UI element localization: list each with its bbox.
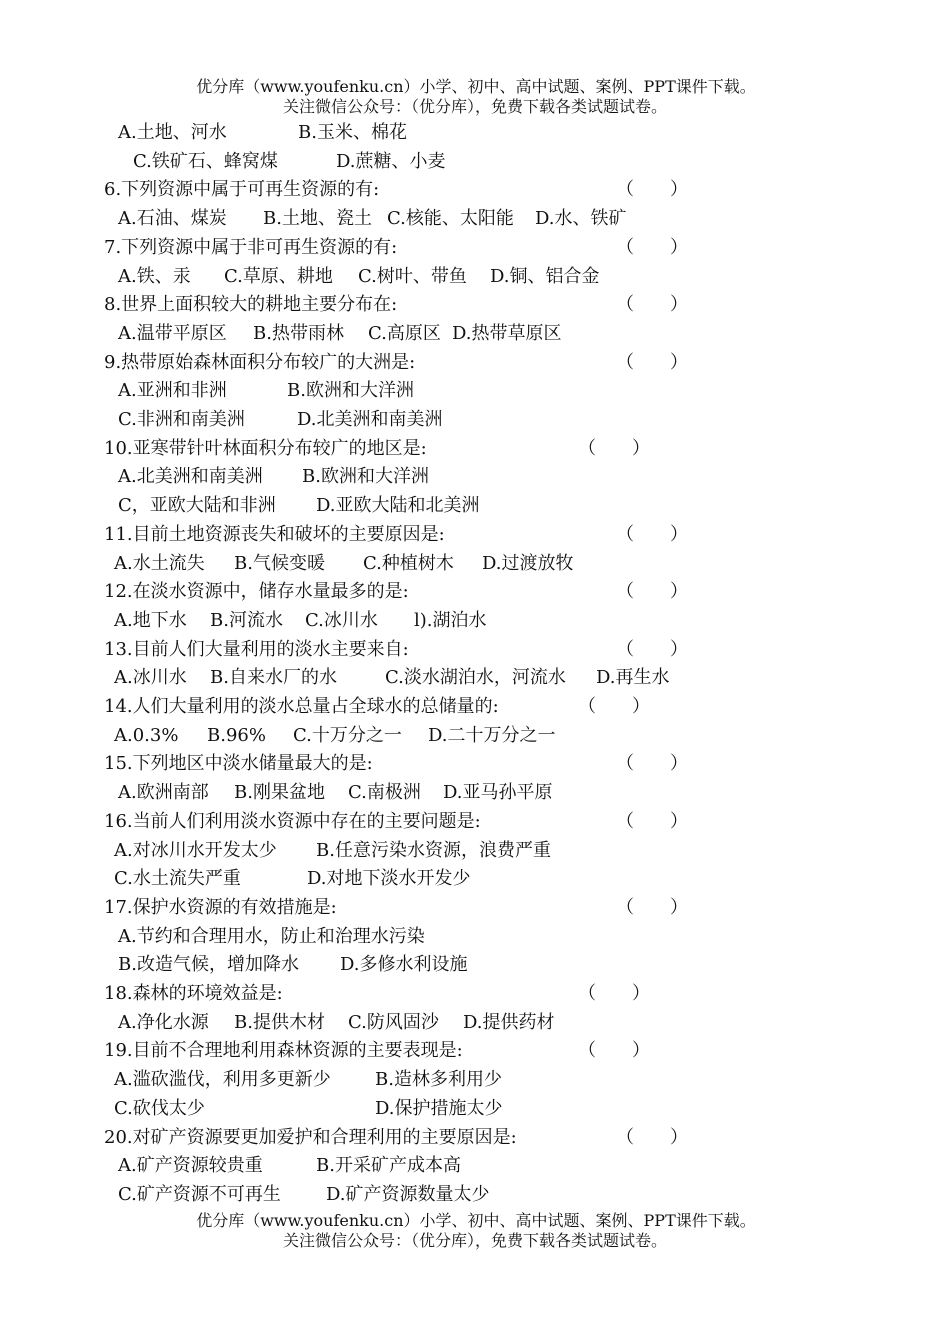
option-text: B.土地、瓷土 [263,208,372,229]
answer-blank: （ ） [616,581,688,602]
answer-blank: （ ） [616,524,688,545]
footer-line-2: 关注微信公众号：（优分库），免费下载各类试题试卷。 [282,1231,667,1250]
question-text: 15.下列地区中淡水储量最大的是: [104,753,373,774]
option-text: C.矿产资源不可再生 [118,1184,281,1205]
option-text: A.滥砍滥伐，利用多更新少 [114,1069,331,1090]
option-text: B.玉米、棉花 [298,122,407,143]
option-text: D.热带草原区 [452,323,562,344]
option-text: C.砍伐太少 [114,1098,205,1119]
option-text: A.铁、汞 [118,266,191,287]
answer-blank: （ ） [578,438,650,459]
option-text: C.核能、太阳能 [387,208,514,229]
option-text: C.铁矿石、蜂窝煤 [133,151,278,172]
option-text: D.蔗糖、小麦 [336,151,446,172]
answer-blank: （ ） [578,983,650,1004]
option-text: B.河流水 [210,610,283,631]
question-text: 6.下列资源中属于可再生资源的有: [104,179,380,200]
option-text: B.热带雨林 [253,323,344,344]
option-text: D.过渡放牧 [482,553,574,574]
question-text: 20.对矿产资源要更加爱护和合理利用的主要原因是: [104,1127,517,1148]
header-line-1: 优分库（www.youfenku.cn）小学、初中、高中试题、案例、PPT课件下载。 [196,77,756,96]
option-text: A.水土流失 [114,553,205,574]
option-text: C.淡水湖泊水，河流水 [385,667,566,688]
option-text: B.任意污染水资源，浪费严重 [316,840,551,861]
option-text: B.改造气候，增加降水 [118,954,299,975]
option-text: A.净化水源 [118,1012,209,1033]
option-text: B.欧洲和大洋洲 [302,466,429,487]
answer-blank: （ ） [616,897,688,918]
option-text: D.再生水 [596,667,670,688]
question-text: 13.目前人们大量利用的淡水主要来自: [104,639,409,660]
option-text: D.水、铁矿 [535,208,627,229]
answer-blank: （ ） [616,352,688,373]
question-text: 8.世界上面积较大的耕地主要分布在: [104,294,398,315]
option-text: A.亚洲和非洲 [118,380,227,401]
answer-blank: （ ） [616,294,688,315]
option-text: D.对地下淡水开发少 [307,868,471,889]
option-text: D.提供药材 [463,1012,555,1033]
option-text: B.96% [207,725,266,746]
option-text: D.多修水利设施 [340,954,468,975]
answer-blank: （ ） [578,696,650,717]
option-text: A.节约和合理用水，防止和治理水污染 [118,926,425,947]
option-text: C.树叶、带鱼 [358,266,467,287]
header-banner [0,77,950,117]
answer-blank: （ ） [616,237,688,258]
question-text: 12.在淡水资源中，储存水量最多的是: [104,581,409,602]
option-text: A.北美洲和南美洲 [118,466,263,487]
option-text: l).湖泊水 [414,610,487,631]
option-text: B.刚果盆地 [234,782,325,803]
option-text: B.造林多利用少 [375,1069,502,1090]
option-text: D.保护措施太少 [375,1098,503,1119]
footer-banner [0,1211,950,1251]
question-text: 17.保护水资源的有效措施是: [104,897,337,918]
option-text: C.南极洲 [348,782,421,803]
option-text: A.矿产资源较贵重 [118,1155,263,1176]
question-text: 18.森林的环境效益是: [104,983,283,1004]
option-text: D.矿产资源数量太少 [326,1184,490,1205]
option-text: C.种植树木 [363,553,454,574]
answer-blank: （ ） [616,639,688,660]
option-text: C.高原区 [368,323,441,344]
option-text: C.防风固沙 [348,1012,439,1033]
answer-blank: （ ） [578,1040,650,1061]
option-text: D.北美洲和南美洲 [297,409,443,430]
option-text: D.二十万分之一 [428,725,556,746]
option-text: A.土地、河水 [118,122,227,143]
answer-blank: （ ） [616,811,688,832]
answer-blank: （ ） [616,753,688,774]
option-text: A.冰川水 [114,667,187,688]
option-text: A.温带平原区 [118,323,227,344]
option-text: A.欧洲南部 [118,782,209,803]
answer-blank: （ ） [616,179,688,200]
option-text: C.草原、耕地 [224,266,333,287]
option-text: C.水土流失严重 [114,868,241,889]
header-line-2: 关注微信公众号：（优分库），免费下载各类试题试卷。 [282,97,667,116]
question-text: 9.热带原始森林面积分布较广的大洲是: [104,352,416,373]
answer-blank: （ ） [616,1127,688,1148]
option-text: A.石油、煤炭 [118,208,227,229]
option-text: C.冰川水 [305,610,378,631]
option-text: A.对冰川水开发太少 [114,840,277,861]
option-text: D.铜、铝合金 [490,266,600,287]
option-text: D.亚马孙平原 [443,782,553,803]
footer-line-1: 优分库（www.youfenku.cn）小学、初中、高中试题、案例、PPT课件下载。 [196,1211,756,1230]
option-text: C.非洲和南美洲 [118,409,245,430]
question-text: 11.目前土地资源丧失和破坏的主要原因是: [104,524,445,545]
option-text: A.0.3% [114,725,179,746]
option-text: B.提供木材 [234,1012,325,1033]
option-text: B.气候变暖 [234,553,325,574]
option-text: B.自来水厂的水 [210,667,337,688]
option-text: C，亚欧大陆和非洲 [118,495,276,516]
question-text: 16.当前人们利用淡水资源中存在的主要问题是: [104,811,481,832]
question-text: 19.目前不合理地利用森林资源的主要表现是: [104,1040,463,1061]
question-text: 14.人们大量利用的淡水总量占全球水的总储量的: [104,696,499,717]
option-text: C.十万分之一 [293,725,402,746]
option-text: B.开采矿产成本高 [316,1155,461,1176]
option-text: D.亚欧大陆和北美洲 [316,495,480,516]
question-text: 7.下列资源中属于非可再生资源的有: [104,237,398,258]
option-text: B.欧洲和大洋洲 [287,380,414,401]
question-text: 10.亚寒带针叶林面积分布较广的地区是: [104,438,427,459]
option-text: A.地下水 [114,610,187,631]
